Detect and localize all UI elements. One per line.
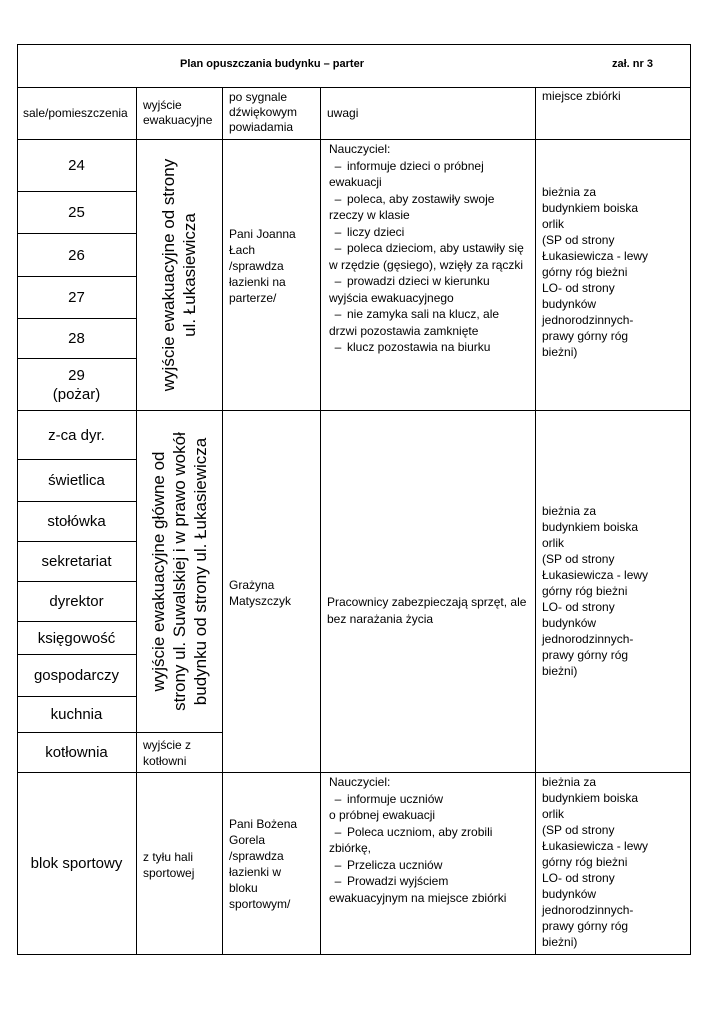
notes-cell: Pracownicy zabezpieczają sprzęt, ale bez narażania życia [327, 595, 527, 626]
room-cell: gospodarczy [33, 667, 120, 684]
exit-cell: z tyłu hali sportowej [143, 850, 195, 880]
room-cell: 29 (pożar) [52, 366, 101, 403]
list-item: – poleca, aby zostawiły swoje [334, 191, 495, 206]
room-cell: 28 [68, 330, 85, 347]
attachment-number: zał. nr 3 [612, 58, 653, 70]
exit-route-vertical: wyjście ewakuacyjne główne od strony ul. Suwalskiej i w prawo wokół budynku od strony ul. Łukasiewicza [149, 432, 210, 711]
list-item: – Prowadzi wyjściem [334, 874, 449, 888]
room-cell: blok sportowy [30, 855, 123, 872]
header-exit: wyjście ewakuacyjne [143, 98, 213, 127]
boiler-exit-cell: wyjście z kotłowni [143, 738, 192, 768]
notifier-cell: Pani Bożena Gorela /sprawdza łazienki w bloku sportowym/ [229, 817, 298, 911]
room-cell: świetlica [48, 472, 105, 489]
room-cell: kotłownia [45, 744, 108, 761]
assembly-cell: bieżnia za budynkiem boiska orlik (SP od strony Łukasiewicza - lewy górny róg bieżni LO- od strony budynków jednorodzinnych- prawy górny róg bieżni) [542, 504, 649, 678]
exit-route-vertical: wyjście ewakuacyjne od strony ul. Łukasiewicza [159, 158, 200, 392]
notifier-cell: Pani Joanna Łach /sprawdza łazienki na parterze/ [229, 227, 296, 305]
header-rooms: sale/pomieszczenia [23, 106, 128, 120]
list-item: – prowadzi dzieci w kierunku [334, 274, 490, 288]
room-cell: 24 [68, 157, 85, 174]
list-item: – liczy dzieci [334, 224, 405, 239]
header-assembly: miejsce zbiórki [542, 89, 621, 103]
assembly-cell: bieżnia za budynkiem boiska orlik (SP od strony Łukasiewicza - lewy górny róg bieżni LO- od strony budynków jednorodzinnych- prawy górny róg bieżni) [542, 185, 649, 359]
room-cell: sekretariat [41, 553, 112, 570]
room-cell: 26 [68, 246, 85, 264]
list-item: – informuje dzieci o próbnej [334, 158, 484, 173]
room-cell: księgowość [37, 629, 116, 647]
room-cell: z-ca dyr. [48, 426, 105, 444]
header-notes: uwagi [327, 106, 359, 120]
room-cell: 25 [68, 204, 85, 221]
notes-cell: Nauczyciel: – informuje dzieci o próbnej ewakuacji – poleca, aby zostawiły swoje rzeczy w klasie – liczy dzieci – poleca dzieciom, aby ustawiły się w rzędzie (gęsiego), wzięły za rączki – prowadzi dzieci w kierunku wyjścia ewakuacyjnego – nie zamyka sali na klucz, ale drzwi pozostawia zamknięte – klucz pozostawia na biurku [329, 141, 534, 356]
assembly-cell: bieżnia za budynkiem boiska orlik (SP od strony Łukasiewicza - lewy górny róg bieżni LO- od strony budynków jednorodzinnych- prawy górny róg bieżni) [542, 775, 649, 949]
header-signal: po sygnale dźwiękowym powiadamia [229, 90, 298, 134]
room-cell: dyrektor [49, 593, 104, 610]
notes-cell: Nauczyciel: – informuje uczniów o próbnej ewakuacji – Poleca uczniom, aby zrobili zbiórkę, – Przelicza uczniów – Prowadzi wyjściem ewakuacyjnym na miejsce zbiórki [329, 774, 534, 906]
room-cell: kuchnia [50, 706, 103, 723]
room-cell: stołówka [47, 513, 106, 530]
room-cell: 27 [68, 289, 85, 306]
list-item: – informuje uczniów [334, 791, 444, 806]
list-item: – Przelicza uczniów [334, 857, 443, 872]
list-item: – klucz pozostawia na biurku [334, 340, 491, 354]
list-item: – nie zamyka sali na klucz, ale [334, 307, 500, 321]
list-item: – poleca dzieciom, aby ustawiły się [334, 241, 524, 255]
notifier-cell: Grażyna Matyszczyk [229, 578, 292, 608]
list-item: – Poleca uczniom, aby zrobili [334, 824, 493, 839]
page-title: Plan opuszczania budynku – parter [180, 58, 364, 70]
